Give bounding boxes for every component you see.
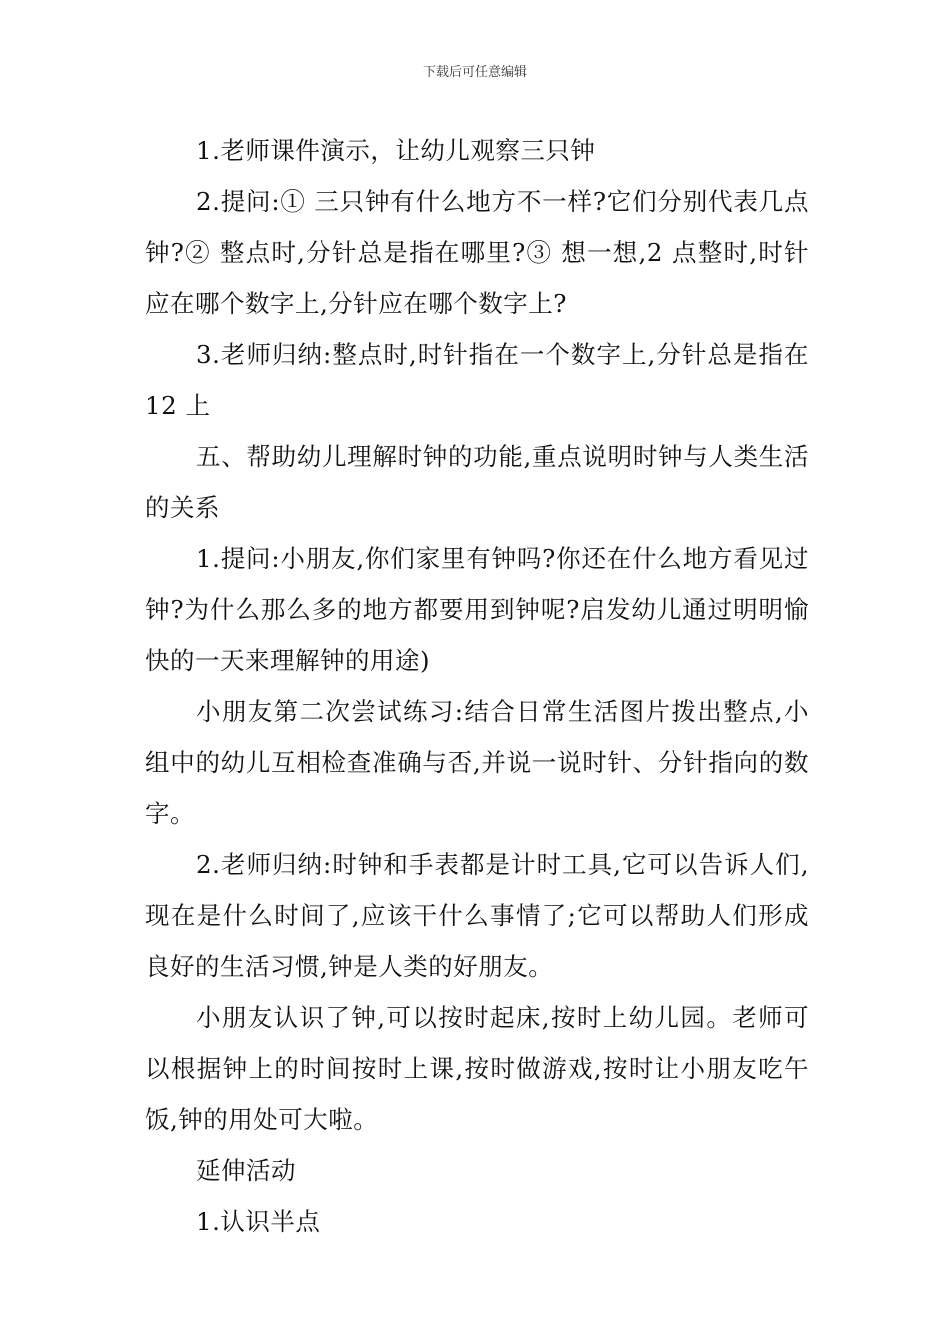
paragraph-summary-1: 3.老师归纳:整点时,时针指在一个数字上,分针总是指在 12 上 <box>145 340 809 420</box>
page-header-note: 下载后可任意编辑 <box>422 65 527 80</box>
paragraph-half-hour: 1.认识半点 <box>196 1207 321 1236</box>
document-body <box>145 125 809 1247</box>
paragraph-practice: 小朋友第二次尝试练习:结合日常生活图片拨出整点,小组中的幼儿互相检查准确与否,并说一说时针、分针指向的数字。 <box>145 697 809 828</box>
paragraph-usage: 小朋友认识了钟,可以按时起床,按时上幼儿园。老师可以根据钟上的时间按时上课,按时做游戏,按时让小朋友吃午饭,钟的用处可大啦。 <box>145 1003 809 1134</box>
paragraph-demo: 1.老师课件演示，让幼儿观察三只钟 <box>196 136 596 165</box>
section-heading-extension: 延伸活动 <box>196 1156 296 1185</box>
section-heading-five: 五、帮助幼儿理解时钟的功能,重点说明时钟与人类生活的关系 <box>145 442 809 522</box>
paragraph-summary-2: 2.老师归纳:时钟和手表都是计时工具,它可以告诉人们,现在是什么时间了,应该干什么事情了;它可以帮助人们形成良好的生活习惯,钟是人类的好朋友。 <box>145 850 809 981</box>
paragraph-questions: 2.提问:① 三只钟有什么地方不一样?它们分别代表几点钟?② 整点时,分针总是指在哪里?③ 想一想,2 点整时,时针应在哪个数字上,分针应在哪个数字上? <box>145 187 809 318</box>
paragraph-question-clocks: 1.提问:小朋友,你们家里有钟吗?你还在什么地方看见过钟?为什么那么多的地方都要用到钟呢?启发幼儿通过明明愉快的一天来理解钟的用途) <box>145 544 809 675</box>
